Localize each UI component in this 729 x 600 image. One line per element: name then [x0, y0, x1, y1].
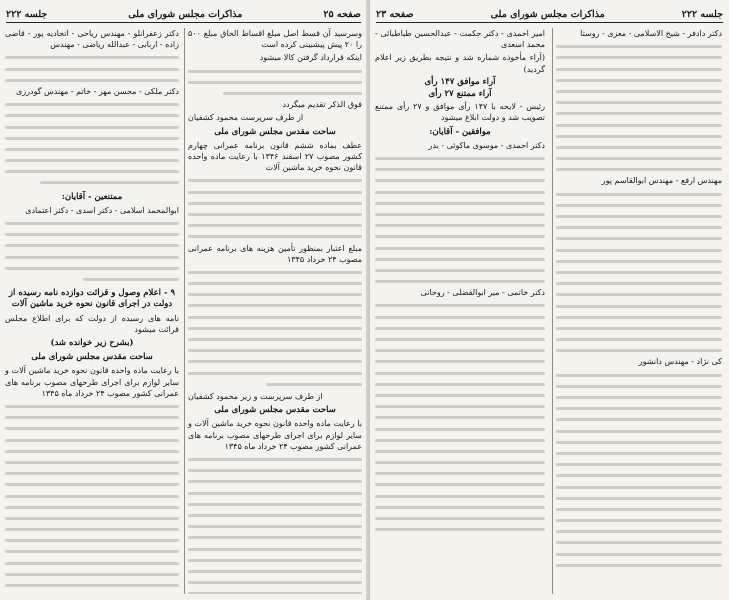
paragraph: وسرسید آن قسط اصل مبلغ اقساط الحاق مبلغ ۵۰۰ را ۲۰ پیش پیشبینی کرده است: [188, 29, 362, 50]
right-page-header: [376, 6, 723, 23]
right-page-column-2: [372, 28, 548, 594]
agenda-item-title: ۹ - اعلام وصول و قرائت دوازده نامه رسیده از دولت در اجرای قانون نحوه خرید ماشین آلات: [8, 288, 176, 310]
paragraph: اینکه قرارداد گرفتن کالا میشود: [259, 53, 362, 63]
left-page-column-2: [2, 28, 182, 594]
president-statement: رئیس - لایحه با ۱۴۷ رأی موافق و ۲۷ رأی ممتنع تصویب شد و دولت ابلاغ میشود: [375, 102, 545, 123]
vote-count-abstain: آراء ممتنع ۲۷ رأی: [428, 89, 492, 100]
paragraph: فوق الذکر تقدیم میگردد: [282, 100, 362, 110]
left-page-publication-title: مذاکرات مجلس شورای ملی: [128, 8, 243, 20]
deputy-names: دکتر احمدی - موسوی ماکوئی - بدر: [428, 140, 545, 150]
deputy-names: مهندس ارفع - مهندس ابوالقاسم پور: [601, 176, 722, 186]
signature-line: از طرف سرپرست محمود کشفیان: [188, 113, 304, 123]
reading-note: (بشرح زیر خوانده شد): [50, 338, 134, 349]
deputy-names: دکتر دادفر - شیخ الاسلامی - معزی - روستا: [580, 29, 722, 38]
left-page-number: صفحه ۲۵: [323, 8, 361, 20]
section-heading: ممتنعین - آقایان:: [61, 191, 123, 202]
paragraph: با رعایت ماده واحده قانون نحوه خرید ماشین آلات و سایر لوازم برای اجرای طرحهای مصوب برنامه های عمرانی کشور مصوب ۲۴ خرداد ماه ۱۳۴۵: [188, 419, 362, 451]
column-rule: [552, 28, 553, 594]
section-heading: ساحت مقدس مجلس شورای ملی: [31, 352, 153, 363]
right-page-session: جلسه ۲۲۲: [681, 8, 723, 20]
paragraph: با رعایت ماده واحده قانون نحوه خرید ماشین آلات و سایر لوازم برای اجرای طرحهای مصوب برنامه های عمرانی کشور مصوب ۲۴ خرداد ماه ۱۳۴۵: [5, 366, 179, 398]
deputy-names: ابوالمحمد اسلامی - دکتر اسدی - دکتر اعتمادی: [25, 205, 179, 215]
deputy-names: دکتر خاتمی - میر ابوالفضلی - روحانی: [420, 288, 545, 298]
deputy-names: دکتر زعفرانلو - مهندس ریاحی - اتحادیه پور - قاضی زاده - اربابی - عبدالله ریاضی - مهندس: [5, 29, 179, 50]
left-page-session: جلسه ۲۲۲: [6, 8, 48, 20]
right-page-number: صفحه ۲۳: [376, 8, 414, 20]
column-rule: [184, 28, 185, 594]
left-page-column-1: [185, 28, 365, 594]
paragraph: مبلغ اعتبار بمنظور تأمین هزینه های برنامه عمرانی مصوب ۲۴ خرداد ۱۳۴۵: [188, 243, 362, 264]
deputy-names: دکتر ملکی - محسن مهر - خاتم - مهندس گودرزی: [15, 86, 179, 96]
vote-count-yes: آراء موافق ۱۴۷ رأی: [424, 76, 496, 87]
paragraph: عطف بماده ششم قانون برنامه عمرانی چهارم کشور مصوب ۲۷ اسفند ۱۳۴۶ با رعایت ماده واحده قانون نحوه خرید ماشین آلات: [188, 140, 363, 173]
section-heading: موافقین - آقایان:: [429, 126, 491, 137]
signature-line: از طرف سرپرست و زیر محمود کشفیان: [188, 391, 323, 401]
right-page: [370, 0, 729, 600]
left-page-header: [6, 6, 361, 23]
result-announcement: (آراء مأخوذه شماره شد و نتیجه بطریق زیر اعلام گردید): [375, 53, 545, 74]
right-page-publication-title: مذاکرات مجلس شورای ملی: [490, 8, 605, 20]
deputy-names: کی نژاد - مهندس دانشور: [638, 357, 722, 367]
deputy-names: امیر احمدی - دکتر حکمت - عبدالحسین طباطبائی - محمد اسعدی: [375, 29, 545, 50]
section-heading: ساحت مقدس مجلس شورای ملی: [214, 405, 336, 416]
section-heading: ساحت مقدس مجلس شورای ملی: [214, 126, 336, 137]
paragraph: نامه های رسیده از دولت که برای اطلاع مجلس قرائت میشود: [5, 313, 179, 334]
right-page-column-1: [553, 28, 725, 594]
